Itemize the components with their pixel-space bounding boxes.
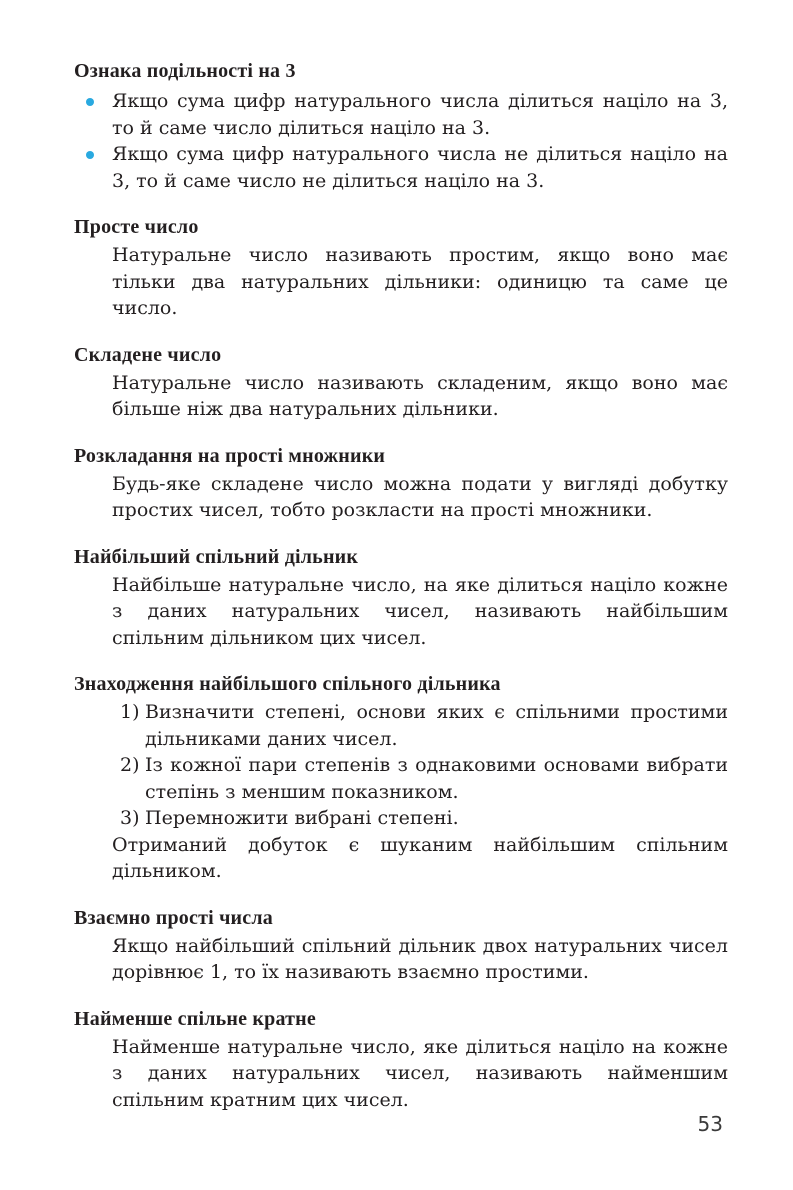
section-heading: Взаємно прості числа [74,906,273,929]
bullet-item [74,141,728,194]
section-coprime-numbers [74,905,728,986]
step-text: Перемножити вибрані степені. [145,807,459,829]
step-item [74,699,728,752]
bullet-dot-icon [86,151,94,159]
bullet-dot-icon [86,98,94,106]
bullet-text: Якщо сума цифр натурального числа ділиться націло на 3, то й саме число ділиться націло на 3. [112,90,728,139]
section-text: Натуральне число називають простим, якщо воно має тільки два натуральних дільники: одиницю та саме це число. [112,244,728,319]
section-composite-number [74,342,728,423]
section-heading: Розкладання на прості множники [74,444,386,467]
steps-list [74,699,728,832]
section-prime-number [74,214,728,322]
section-text: Будь-яке складене число можна подати у вигляді добутку простих чисел, тобто розкласти на прості множники. [112,472,728,521]
section-divisibility-by-3 [74,58,728,194]
step-number: 1) [120,701,140,723]
step-item [74,805,728,832]
section-finding-gcd [74,671,728,885]
section-heading: Найбільший спільний дільник [74,545,359,568]
bullet-list [74,88,728,194]
section-heading: Знаходження найбільшого спільного дільника [74,673,501,695]
section-heading: Просте число [74,216,199,238]
step-number: 3) [120,807,140,829]
page-content [74,58,728,1133]
section-text: Натуральне число називають складеним, якщо воно має більше ніж два натуральних дільники. [112,371,728,420]
step-text: Визначити степені, основи яких є спільними простими дільниками даних чисел. [145,701,728,750]
section-heading: Складене число [74,343,222,366]
bullet-item [74,88,728,141]
section-text: Найбільше натуральне число, на яке ділиться націло кожне з даних натуральних чисел, називають найбільшим спільним дільником цих чисел. [112,573,728,649]
section-text: Найменше натуральне число, яке ділиться націло на кожне з даних натуральних чисел, називають найменшим спільним кратним цих чисел. [112,1035,728,1111]
page-number: 53 [697,1112,723,1136]
step-item [74,752,728,805]
section-conclusion: Отриманий добуток є шуканим найбільшим спільним дільником. [112,833,728,882]
section-gcd [74,544,728,652]
bullet-text: Якщо сума цифр натурального числа не ділиться націло на 3, то й саме число не ділиться націло на 3. [112,143,728,192]
section-prime-factorization [74,443,728,524]
section-heading: Найменше спільне кратне [74,1007,316,1030]
section-heading: Ознака подільності на 3 [74,60,296,82]
section-lcm [74,1006,728,1114]
step-number: 2) [120,754,140,776]
section-text: Якщо найбільший спільний дільник двох натуральних чисел дорівнює 1, то їх називають взаємно простими. [112,934,728,983]
step-text: Із кожної пари степенів з однаковими основами вибрати степінь з меншим показником. [145,754,728,803]
